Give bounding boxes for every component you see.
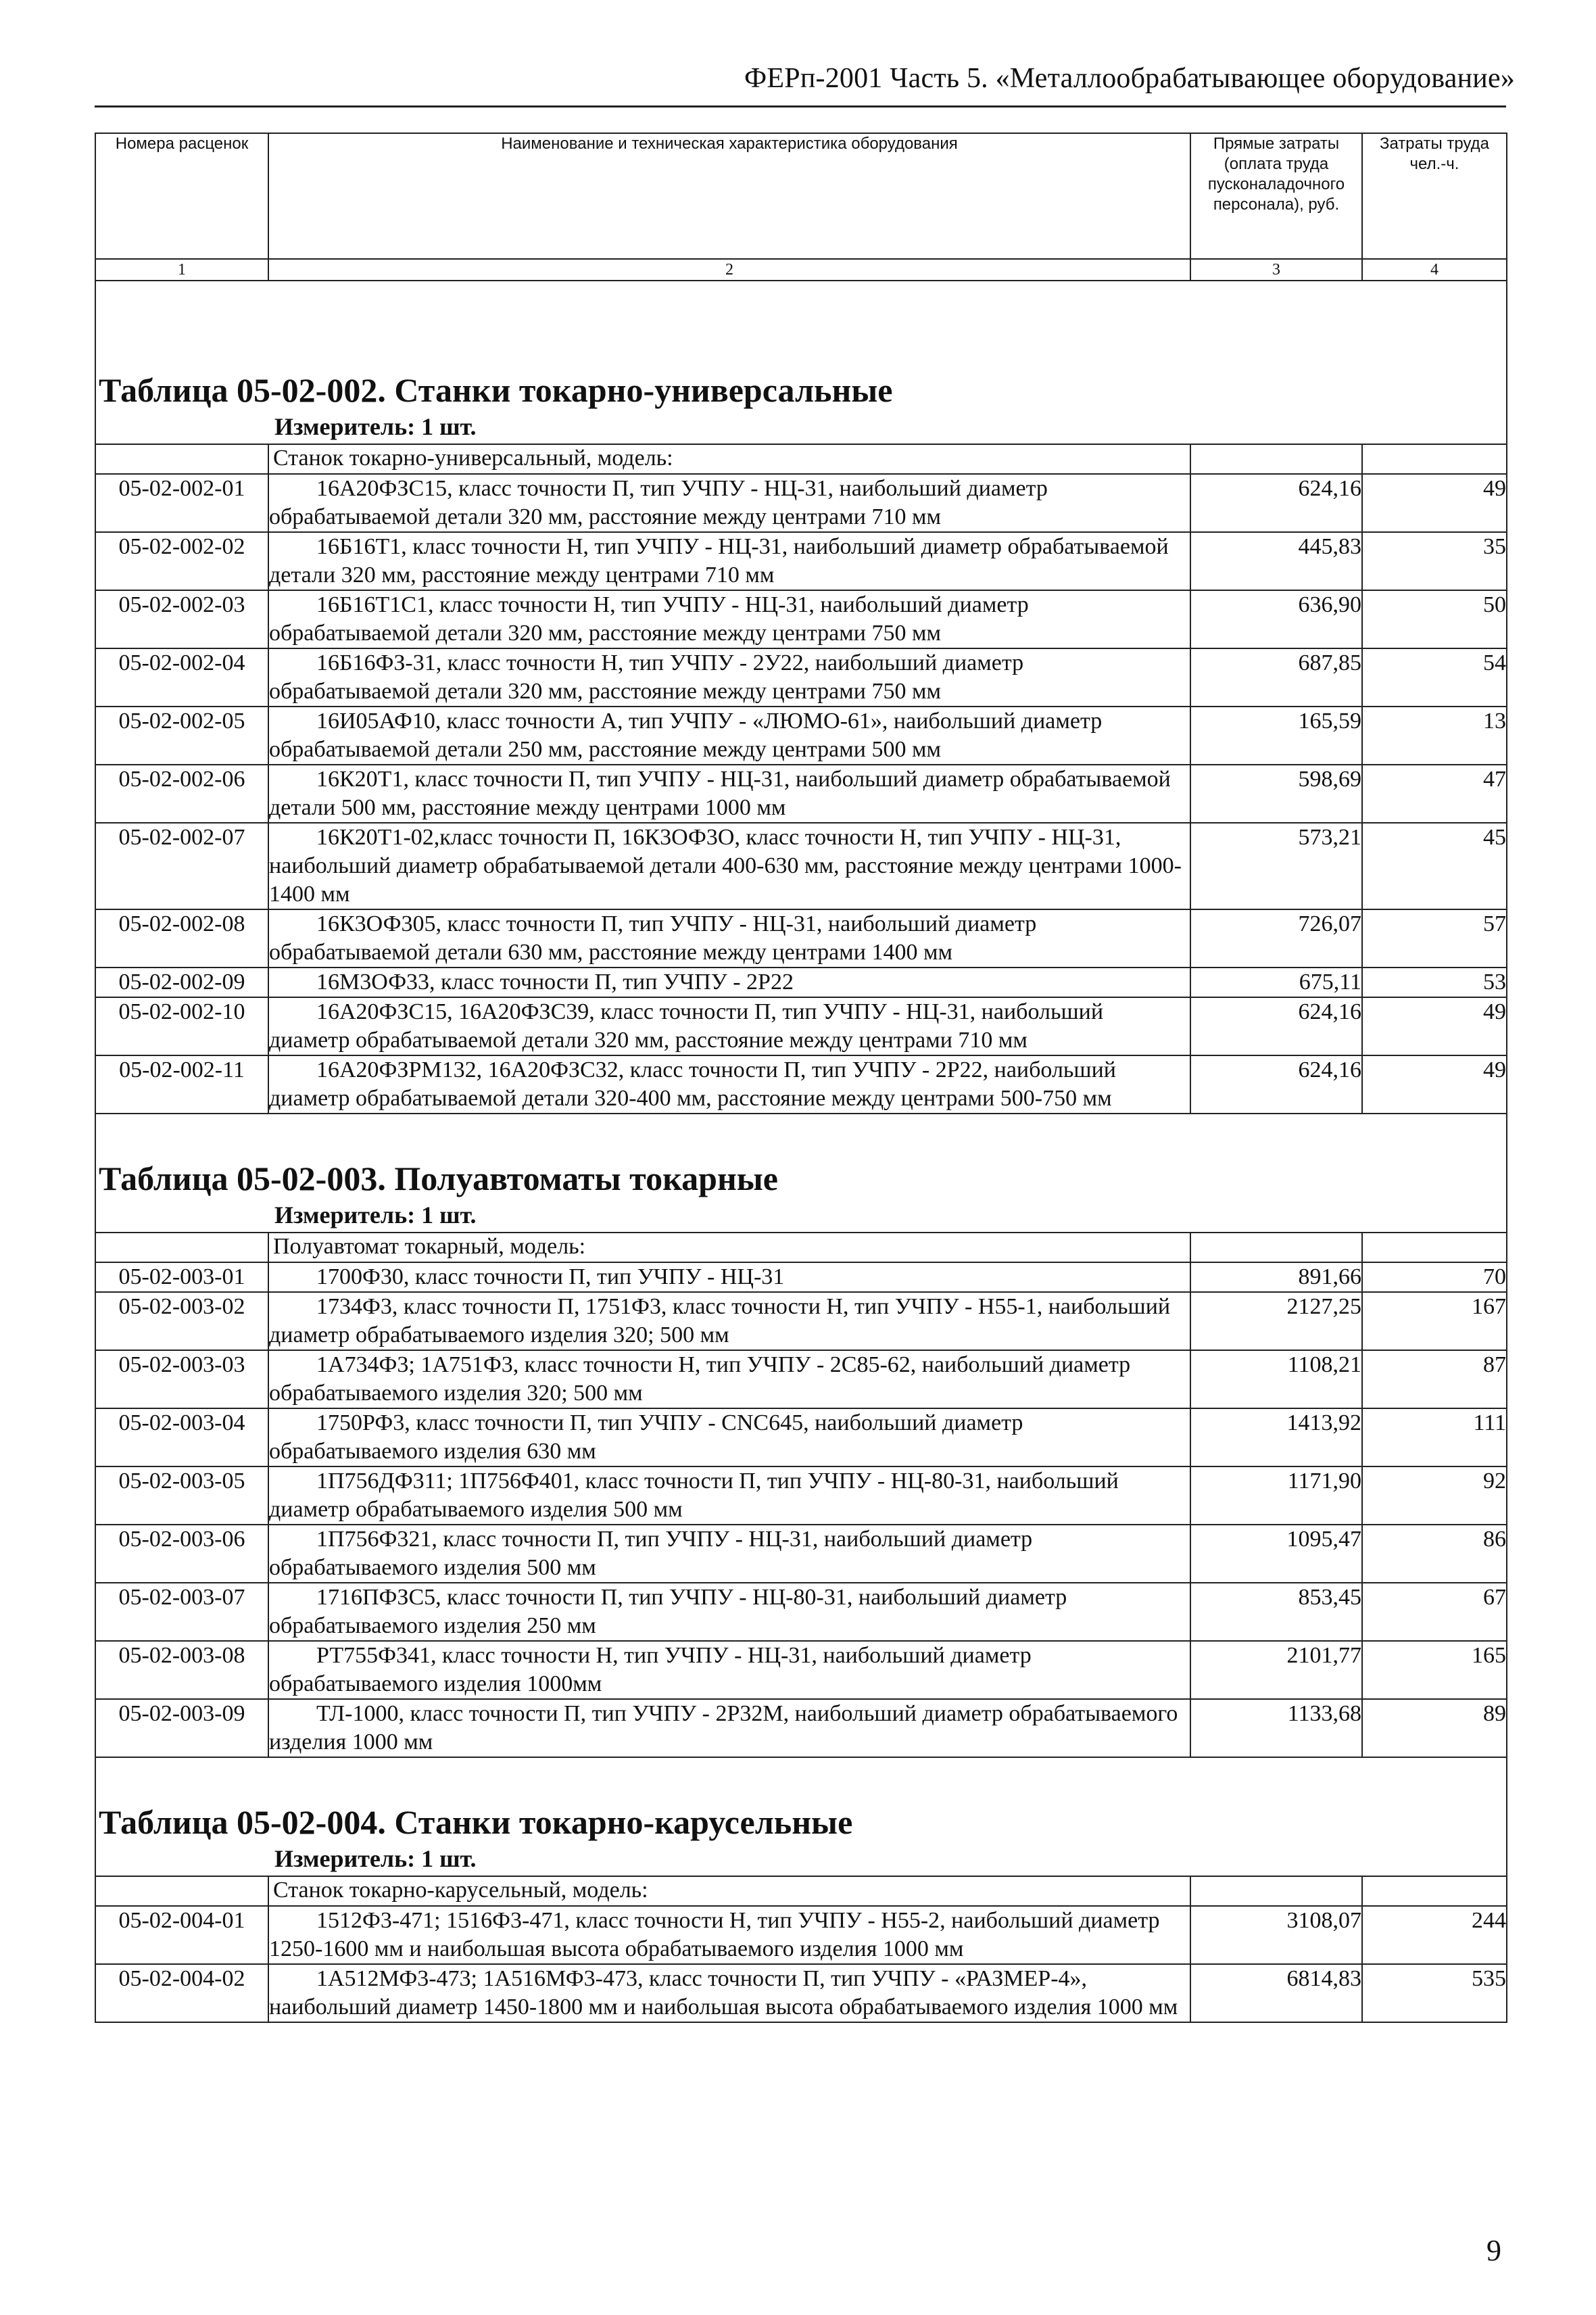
col-header-price: Прямые затраты (оплата труда пусконаладочного персонала), руб. [1190,133,1362,259]
measure-unit: Измеритель: 1 шт. [274,413,477,440]
equipment-description: 16А20ФЗС15, 16А20ФЗС39, класс точности П, тип УЧПУ - НЦ-31, наибольший диаметр обрабатываемой детали 320 мм, расстояние между центрами 710 мм [269,999,1104,1053]
equipment-cell [268,1699,1190,1757]
labor-hours: 165 [1362,1641,1507,1699]
intro-price-cell [1190,1876,1362,1906]
equipment-cell [268,968,1190,997]
table-row [95,532,1507,590]
intro-row [95,1233,1507,1262]
equipment-description: 1П756Ф321, класс точности П, тип УЧПУ - НЦ-31, наибольший диаметр обрабатываемого изделия 500 мм [269,1527,1033,1580]
table-row [95,648,1507,707]
table-row [95,1408,1507,1466]
labor-hours: 86 [1362,1525,1507,1583]
equipment-cell [268,648,1190,707]
intro-text: Станок токарно-универсальный, модель: [268,444,1190,474]
labor-hours: 54 [1362,648,1507,707]
direct-cost: 1108,21 [1190,1350,1362,1408]
unit-cell [95,1201,1507,1233]
equipment-cell [268,1292,1190,1350]
rate-code: 05-02-002-05 [95,707,268,765]
equipment-description: 1П756ДФ311; 1П756Ф401, класс точности П, тип УЧПУ - НЦ-80-31, наибольший диаметр обрабатываемого изделия 500 мм [269,1469,1119,1522]
table-row [95,1466,1507,1525]
equipment-cell [268,1583,1190,1641]
rate-code: 05-02-003-07 [95,1583,268,1641]
gap-cell [95,1757,1507,1793]
equipment-description: 16А20ФЗС15, класс точности П, тип УЧПУ - НЦ-31, наибольший диаметр обрабатываемой детали 320 мм, расстояние между центрами 710 мм [269,476,1048,529]
labor-hours: 53 [1362,968,1507,997]
table-row [95,1699,1507,1757]
labor-hours: 35 [1362,532,1507,590]
pricing-table [95,133,1507,2023]
measure-unit: Измеритель: 1 шт. [274,1201,477,1228]
equipment-cell [268,1262,1190,1292]
equipment-description: 1750РФ3, класс точности П, тип УЧПУ - CNC645, наибольший диаметр обрабатываемого изделия 630 мм [269,1410,1023,1464]
equipment-cell [268,707,1190,765]
equipment-description: 1512Ф3-471; 1516Ф3-471, класс точности Н, тип УЧПУ - Н55-2, наибольший диаметр 1250-1600 мм и наибольшая высота обрабатываемого изделия 1000 мм [269,1908,1160,1961]
equipment-cell [268,765,1190,823]
equipment-cell [268,474,1190,532]
equipment-description: 16Б16Т1, класс точности Н, тип УЧПУ - НЦ-31, наибольший диаметр обрабатываемой детали 320 мм, расстояние между центрами 710 мм [269,534,1169,588]
section-title-cell [95,1149,1507,1201]
labor-hours: 535 [1362,1964,1507,2022]
table-row [95,1641,1507,1699]
table-body [95,281,1507,2022]
intro-text: Полуавтомат токарный, модель: [268,1233,1190,1262]
section-title-row [95,1793,1507,1844]
section-title-row [95,1149,1507,1201]
direct-cost: 598,69 [1190,765,1362,823]
intro-price-cell [1190,444,1362,474]
intro-code-cell [95,1876,268,1906]
section-title-cell [95,1793,1507,1844]
measure-unit: Измеритель: 1 шт. [274,1845,477,1872]
table-row [95,1964,1507,2022]
labor-hours: 49 [1362,997,1507,1055]
direct-cost: 6814,83 [1190,1964,1362,2022]
equipment-description: 1716ПФЗС5, класс точности П, тип УЧПУ - НЦ-80-31, наибольший диаметр обрабатываемого изделия 250 мм [269,1585,1067,1638]
rate-code: 05-02-002-07 [95,823,268,909]
intro-text: Станок токарно-карусельный, модель: [268,1876,1190,1906]
col-header-code: Номера расценок [95,133,268,259]
column-number-row [95,259,1507,281]
labor-hours: 13 [1362,707,1507,765]
rate-code: 05-02-003-01 [95,1262,268,1292]
col-number: 3 [1190,259,1362,281]
direct-cost: 675,11 [1190,968,1362,997]
labor-hours: 92 [1362,1466,1507,1525]
table-row [95,1055,1507,1114]
direct-cost: 2101,77 [1190,1641,1362,1699]
equipment-cell [268,823,1190,909]
table-row [95,474,1507,532]
page-number: 9 [1486,2234,1501,2267]
equipment-cell [268,1466,1190,1525]
table-row [95,1350,1507,1408]
intro-row [95,444,1507,474]
rate-code: 05-02-003-04 [95,1408,268,1466]
direct-cost: 1171,90 [1190,1466,1362,1525]
unit-row [95,412,1507,444]
col-header-labor: Затраты труда чел.-ч. [1362,133,1507,259]
rate-code: 05-02-003-06 [95,1525,268,1583]
intro-labor-cell [1362,1233,1507,1262]
gap-cell [95,281,1507,368]
labor-hours: 70 [1362,1262,1507,1292]
intro-price-cell [1190,1233,1362,1262]
labor-hours: 167 [1362,1292,1507,1350]
table-row [95,823,1507,909]
table-row [95,1525,1507,1583]
table-row [95,590,1507,648]
section-title: Таблица 05-02-004. Станки токарно-карусельные [99,1803,853,1841]
labor-hours: 57 [1362,909,1507,968]
equipment-description: ТЛ-1000, класс точности П, тип УЧПУ - 2Р32М, наибольший диаметр обрабатываемого изделия 1000 мм [269,1701,1178,1755]
direct-cost: 891,66 [1190,1262,1362,1292]
labor-hours: 47 [1362,765,1507,823]
section-gap [95,281,1507,368]
equipment-cell [268,1641,1190,1699]
direct-cost: 687,85 [1190,648,1362,707]
table-row [95,909,1507,968]
direct-cost: 3108,07 [1190,1906,1362,1964]
section-title-cell [95,368,1507,412]
labor-hours: 87 [1362,1350,1507,1408]
equipment-cell [268,909,1190,968]
direct-cost: 624,16 [1190,474,1362,532]
equipment-cell [268,1906,1190,1964]
rate-code: 05-02-003-09 [95,1699,268,1757]
rate-code: 05-02-003-08 [95,1641,268,1699]
intro-code-cell [95,1233,268,1262]
equipment-description: 16Б16Т1С1, класс точности Н, тип УЧПУ - НЦ-31, наибольший диаметр обрабатываемой детали 320 мм, расстояние между центрами 750 мм [269,592,1029,646]
header-rule [95,105,1506,108]
table-row [95,1906,1507,1964]
table-row [95,997,1507,1055]
rate-code: 05-02-002-04 [95,648,268,707]
direct-cost: 573,21 [1190,823,1362,909]
rate-code: 05-02-002-11 [95,1055,268,1114]
intro-labor-cell [1362,444,1507,474]
equipment-description: 16А20ФЗРМ132, 16А20ФЗС32, класс точности П, тип УЧПУ - 2Р22, наибольший диаметр обрабатываемой детали 320-400 мм, расстояние между центрами 500-750 мм [269,1057,1116,1111]
col-number: 1 [95,259,268,281]
table-row [95,765,1507,823]
intro-labor-cell [1362,1876,1507,1906]
labor-hours: 244 [1362,1906,1507,1964]
rate-code: 05-02-002-09 [95,968,268,997]
unit-row [95,1844,1507,1876]
direct-cost: 2127,25 [1190,1292,1362,1350]
direct-cost: 1413,92 [1190,1408,1362,1466]
labor-hours: 49 [1362,1055,1507,1114]
header-row [95,133,1507,259]
labor-hours: 45 [1362,823,1507,909]
direct-cost: 1095,47 [1190,1525,1362,1583]
rate-code: 05-02-003-02 [95,1292,268,1350]
rate-code: 05-02-003-05 [95,1466,268,1525]
direct-cost: 636,90 [1190,590,1362,648]
rate-code: 05-02-003-03 [95,1350,268,1408]
equipment-description: 16Б16ФЗ-31, класс точности Н, тип УЧПУ - 2У22, наибольший диаметр обрабатываемой детали 320 мм, расстояние между центрами 750 мм [269,650,1024,704]
equipment-description: 1734Ф3, класс точности П, 1751Ф3, класс точности Н, тип УЧПУ - Н55-1, наибольший диаметр обрабатываемого изделия 320; 500 мм [269,1294,1171,1347]
direct-cost: 726,07 [1190,909,1362,968]
table-row [95,968,1507,997]
labor-hours: 111 [1362,1408,1507,1466]
table-row [95,1583,1507,1641]
equipment-description: 1А734Ф3; 1А751Ф3, класс точности Н, тип УЧПУ - 2С85-62, наибольший диаметр обрабатываемого изделия 320; 500 мм [269,1352,1131,1406]
equipment-description: 16К3ОФ305, класс точности П, тип УЧПУ - НЦ-31, наибольший диаметр обрабатываемой детали 630 мм, расстояние между центрами 1400 мм [269,911,1037,965]
col-header-name: Наименование и техническая характеристика оборудования [268,133,1190,259]
equipment-cell [268,1525,1190,1583]
rate-code: 05-02-004-02 [95,1964,268,2022]
rate-code: 05-02-002-03 [95,590,268,648]
equipment-cell [268,1055,1190,1114]
direct-cost: 624,16 [1190,1055,1362,1114]
col-number: 2 [268,259,1190,281]
section-gap [95,1757,1507,1793]
labor-hours: 50 [1362,590,1507,648]
rate-code: 05-02-002-08 [95,909,268,968]
section-title-row [95,368,1507,412]
rate-code: 05-02-002-01 [95,474,268,532]
rate-code: 05-02-002-10 [95,997,268,1055]
section-gap [95,1114,1507,1149]
direct-cost: 853,45 [1190,1583,1362,1641]
equipment-description: 16К20Т1, класс точности П, тип УЧПУ - НЦ-31, наибольший диаметр обрабатываемой детали 500 мм, расстояние между центрами 1000 мм [269,767,1171,820]
table-row [95,1262,1507,1292]
section-title: Таблица 05-02-002. Станки токарно-универсальные [99,371,893,409]
unit-row [95,1201,1507,1233]
col-number: 4 [1362,259,1507,281]
labor-hours: 67 [1362,1583,1507,1641]
equipment-description: 1А512МФ3-473; 1А516МФ3-473, класс точности П, тип УЧПУ - «РАЗМЕР-4», наибольший диаметр 1450-1800 мм и наибольшая высота обрабатываемого изделия 1000 мм [269,1966,1178,2020]
rate-code: 05-02-002-06 [95,765,268,823]
equipment-description: 16М3ОФ33, класс точности П, тип УЧПУ - 2Р22 [316,970,794,995]
direct-cost: 445,83 [1190,532,1362,590]
intro-code-cell [95,444,268,474]
table-row [95,707,1507,765]
labor-hours: 89 [1362,1699,1507,1757]
equipment-description: 1700Ф30, класс точности П, тип УЧПУ - НЦ-31 [316,1264,785,1289]
equipment-cell [268,1350,1190,1408]
equipment-description: 16К20Т1-02,класс точности П, 16К3ОФ3О, класс точности Н, тип УЧПУ - НЦ-31, наибольший диаметр обрабатываемой детали 400-630 мм, расстояние между центрами 1000-1400 мм [269,825,1182,907]
section-title: Таблица 05-02-003. Полуавтоматы токарные [99,1160,778,1197]
equipment-cell [268,1408,1190,1466]
gap-cell [95,1114,1507,1149]
equipment-cell [268,590,1190,648]
equipment-description: 16И05АФ10, класс точности А, тип УЧПУ - «ЛЮМО-61», наибольший диаметр обрабатываемой детали 250 мм, расстояние между центрами 500 мм [269,709,1103,762]
direct-cost: 165,59 [1190,707,1362,765]
equipment-description: РТ755Ф341, класс точности Н, тип УЧПУ - НЦ-31, наибольший диаметр обрабатываемого изделия 1000мм [269,1643,1032,1696]
unit-cell [95,412,1507,444]
labor-hours: 49 [1362,474,1507,532]
equipment-cell [268,1964,1190,2022]
direct-cost: 1133,68 [1190,1699,1362,1757]
running-header: ФЕРп-2001 Часть 5. «Металлообрабатывающее оборудование» [744,63,1515,94]
equipment-cell [268,532,1190,590]
rate-code: 05-02-002-02 [95,532,268,590]
table-row [95,1292,1507,1350]
intro-row [95,1876,1507,1906]
direct-cost: 624,16 [1190,997,1362,1055]
rate-code: 05-02-004-01 [95,1906,268,1964]
unit-cell [95,1844,1507,1876]
equipment-cell [268,997,1190,1055]
